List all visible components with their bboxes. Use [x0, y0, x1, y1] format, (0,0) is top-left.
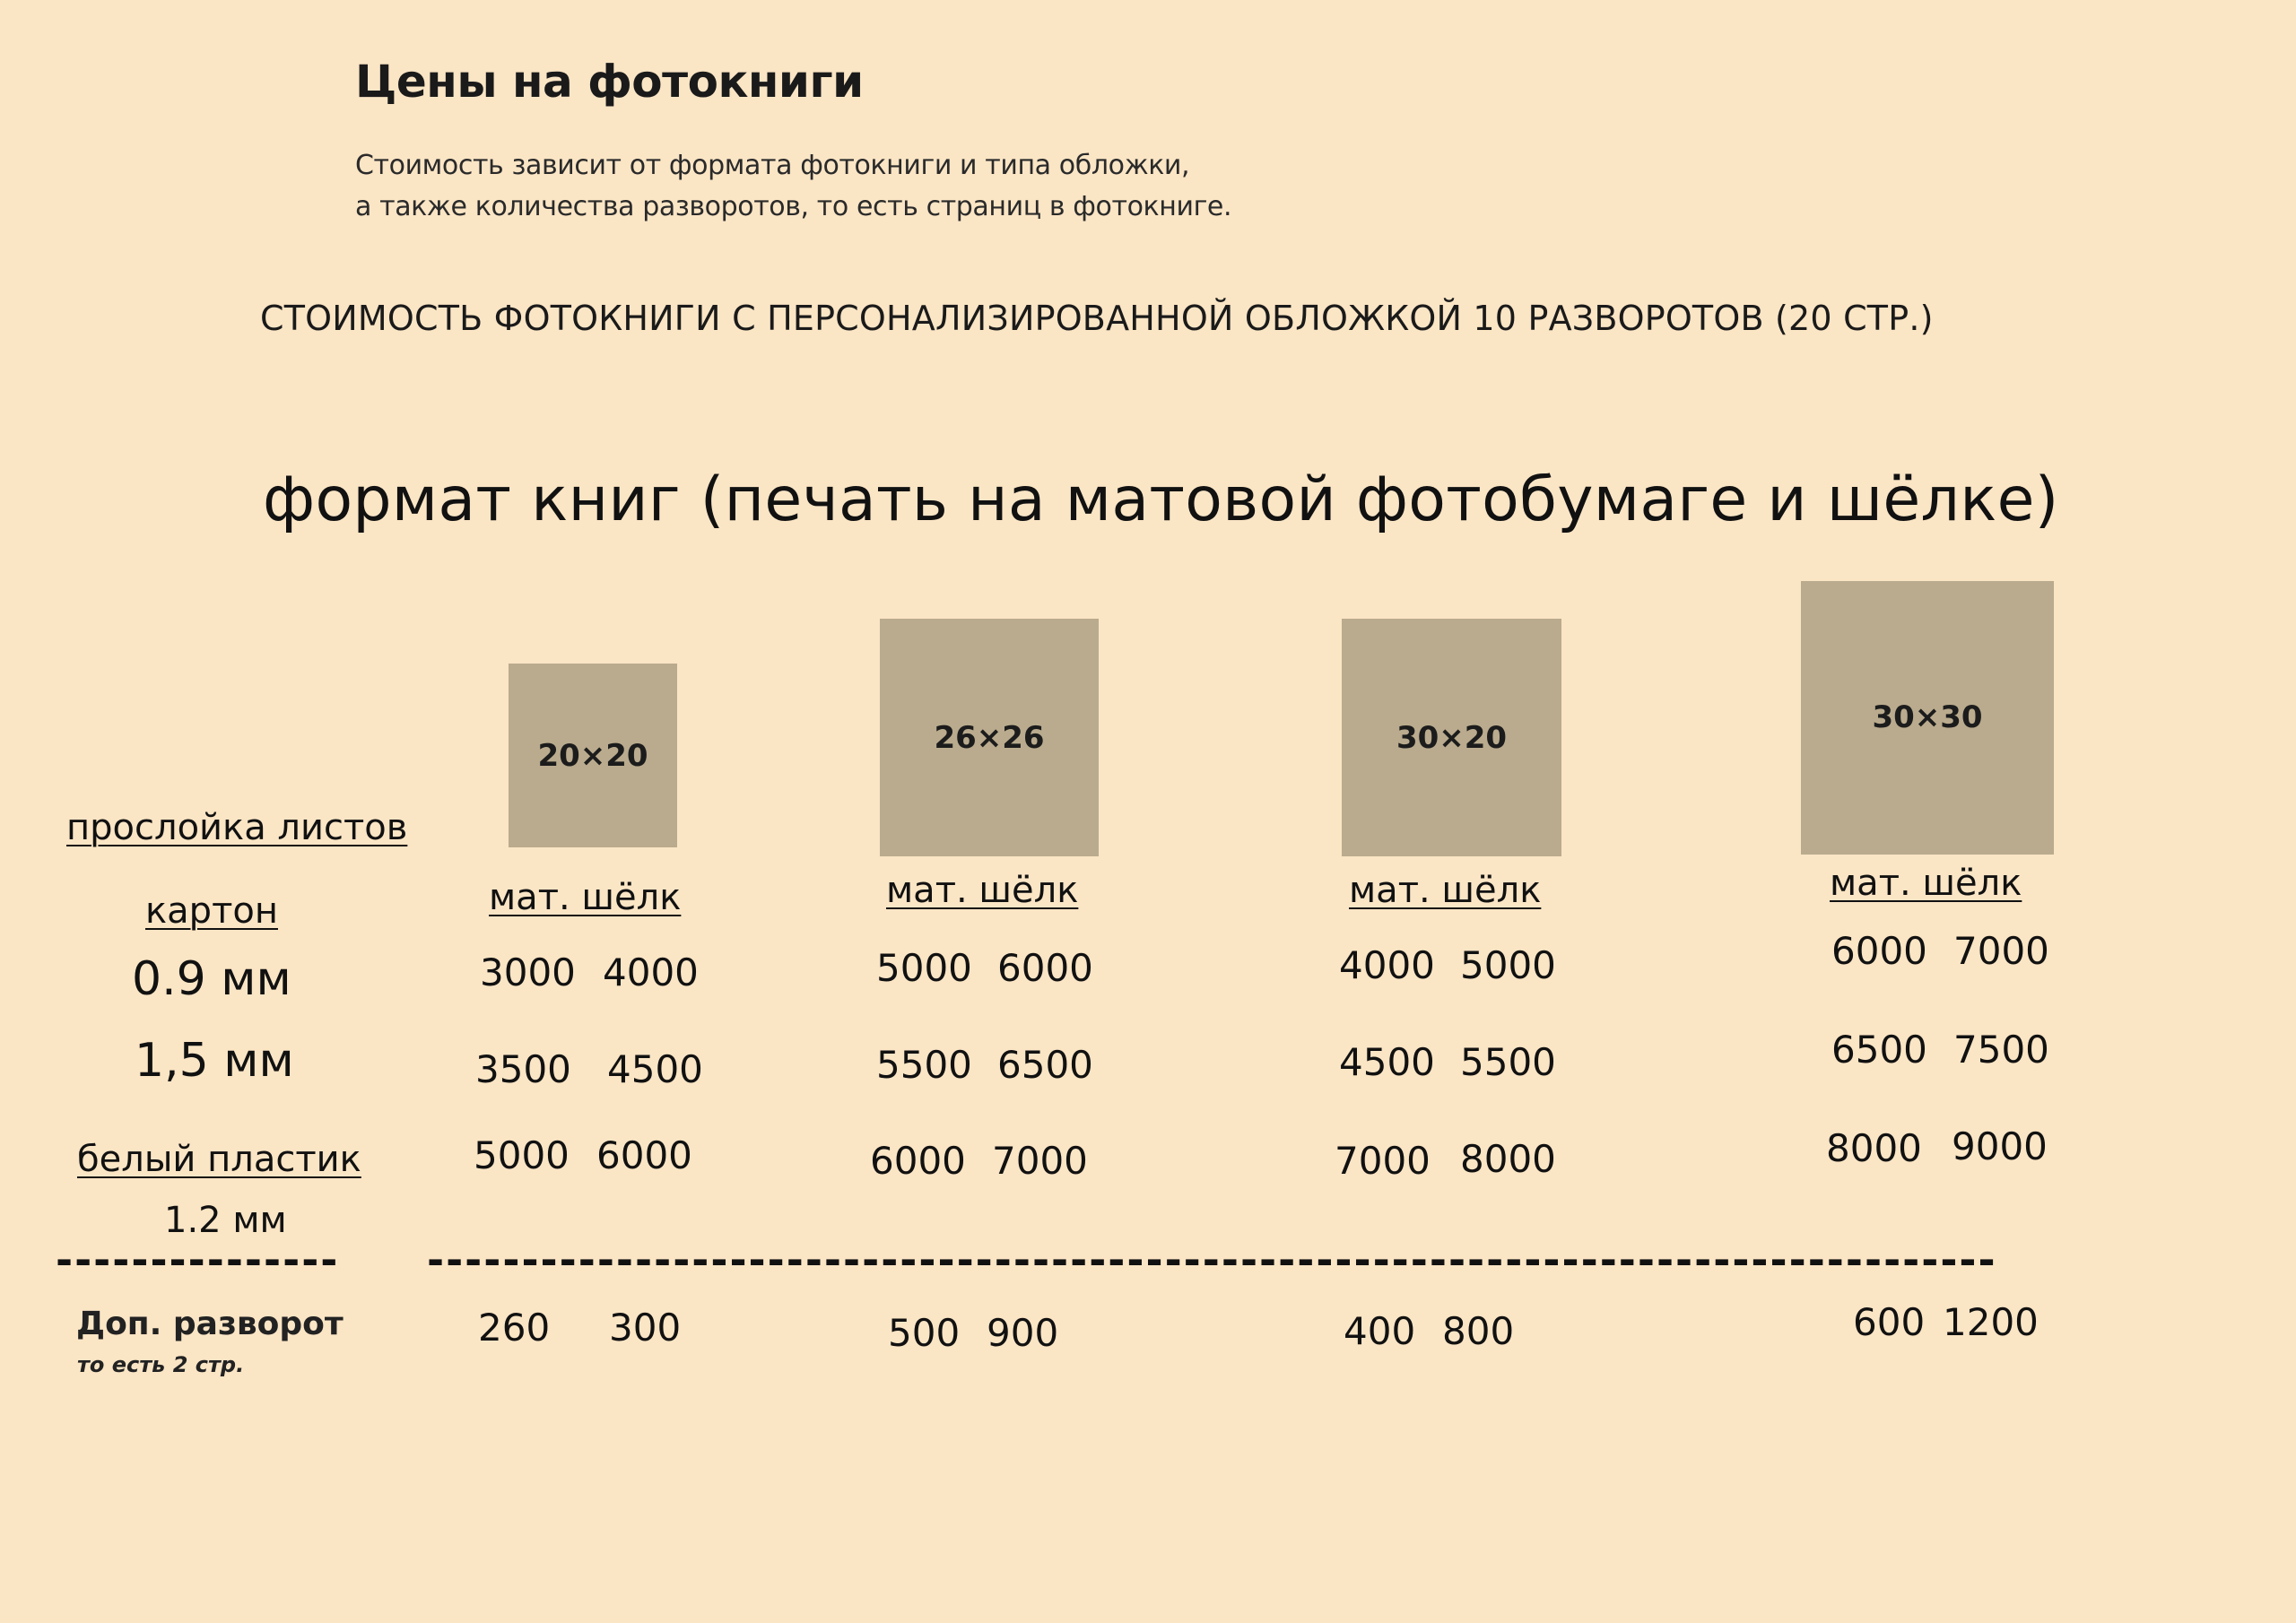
format-20x20-09-silk: 4000: [603, 950, 699, 994]
format-30x20-swatch: [1342, 619, 1561, 856]
format-size-label: 26×26: [934, 719, 1045, 756]
format-size-label: 30×30: [1872, 699, 1983, 735]
price-caption: СТОИМОСТЬ ФОТОКНИГИ С ПЕРСОНАЛИЗИРОВАННОЙ ОБЛОЖКОЙ 10 РАЗВОРОТОВ (20 СТР.): [260, 299, 1934, 338]
format-26x26-extra-mat: 500: [888, 1311, 961, 1355]
format-30x30-extra-silk: 1200: [1943, 1300, 2039, 1344]
extra-spread-note: то есть 2 стр.: [77, 1352, 245, 1377]
format-20x20-extra-mat: 260: [478, 1306, 551, 1350]
format-size-label: 20×20: [537, 737, 648, 774]
format-26x26-plastic-mat: 6000: [870, 1139, 966, 1183]
format-26x26-15-silk: 6500: [997, 1043, 1093, 1087]
format-30x20-plastic-mat: 7000: [1335, 1139, 1431, 1183]
format-20x20-15-silk: 4500: [607, 1047, 703, 1091]
format-30x20-09-silk: 5000: [1460, 943, 1556, 987]
format-30x20-15-mat: 4500: [1339, 1040, 1435, 1084]
format-20x20-subheader: мат. шёлк: [489, 877, 682, 918]
format-30x20-09-mat: 4000: [1339, 943, 1435, 987]
format-20x20-swatch: [509, 664, 677, 847]
format-30x30-15-silk: 7500: [1953, 1028, 2049, 1072]
format-26x26-extra-silk: 900: [987, 1311, 1059, 1355]
format-30x30-15-mat: 6500: [1831, 1028, 1927, 1072]
cardboard-15-label: 1,5 мм: [135, 1034, 294, 1088]
page-title: Цены на фотокниги: [355, 56, 864, 108]
format-26x26-09-mat: 5000: [876, 946, 972, 990]
format-30x30-09-silk: 7000: [1953, 929, 2049, 973]
format-30x30-extra-mat: 600: [1853, 1300, 1926, 1344]
intro-line-1: Стоимость зависит от формата фотокниги и типа обложки,: [355, 150, 1190, 181]
layer-label: прослойка листов: [66, 807, 408, 848]
separator-right: -----------------------------------------------------------------------------------: [427, 1236, 1997, 1284]
format-30x20-subheader: мат. шёлк: [1349, 870, 1542, 911]
format-20x20-09-mat: 3000: [480, 950, 576, 994]
format-30x30-09-mat: 6000: [1831, 929, 1927, 973]
plastic-thickness-label: 1.2 мм: [164, 1200, 287, 1241]
format-20x20-plastic-silk: 6000: [596, 1133, 692, 1177]
extra-spread-label: Доп. разворот: [76, 1306, 344, 1342]
format-30x30-plastic-silk: 9000: [1952, 1124, 2048, 1168]
format-heading: формат книг (печать на матовой фотобумаге и шёлке): [263, 464, 2059, 535]
format-20x20-15-mat: 3500: [475, 1047, 571, 1091]
format-30x20-extra-silk: 800: [1442, 1309, 1515, 1353]
format-26x26-15-mat: 5500: [876, 1043, 972, 1087]
cardboard-09-label: 0.9 мм: [132, 952, 291, 1006]
format-30x30-swatch: [1801, 581, 2054, 855]
cardboard-label: картон: [145, 890, 278, 932]
format-30x20-15-silk: 5500: [1460, 1040, 1556, 1084]
separator-left: ---------------: [56, 1236, 340, 1284]
format-30x20-extra-mat: 400: [1344, 1309, 1416, 1353]
format-20x20-plastic-mat: 5000: [474, 1133, 570, 1177]
format-size-label: 30×20: [1396, 719, 1508, 756]
format-20x20-extra-silk: 300: [609, 1306, 682, 1350]
format-30x30-subheader: мат. шёлк: [1830, 863, 2022, 904]
intro-line-2: а также количества разворотов, то есть страниц в фотокниге.: [355, 191, 1232, 222]
plastic-label: белый пластик: [77, 1139, 361, 1180]
format-30x20-plastic-silk: 8000: [1460, 1137, 1556, 1181]
format-26x26-subheader: мат. шёлк: [886, 870, 1079, 911]
format-30x30-plastic-mat: 8000: [1826, 1126, 1922, 1170]
format-26x26-plastic-silk: 7000: [992, 1139, 1088, 1183]
format-26x26-swatch: [880, 619, 1099, 856]
format-26x26-09-silk: 6000: [997, 946, 1093, 990]
